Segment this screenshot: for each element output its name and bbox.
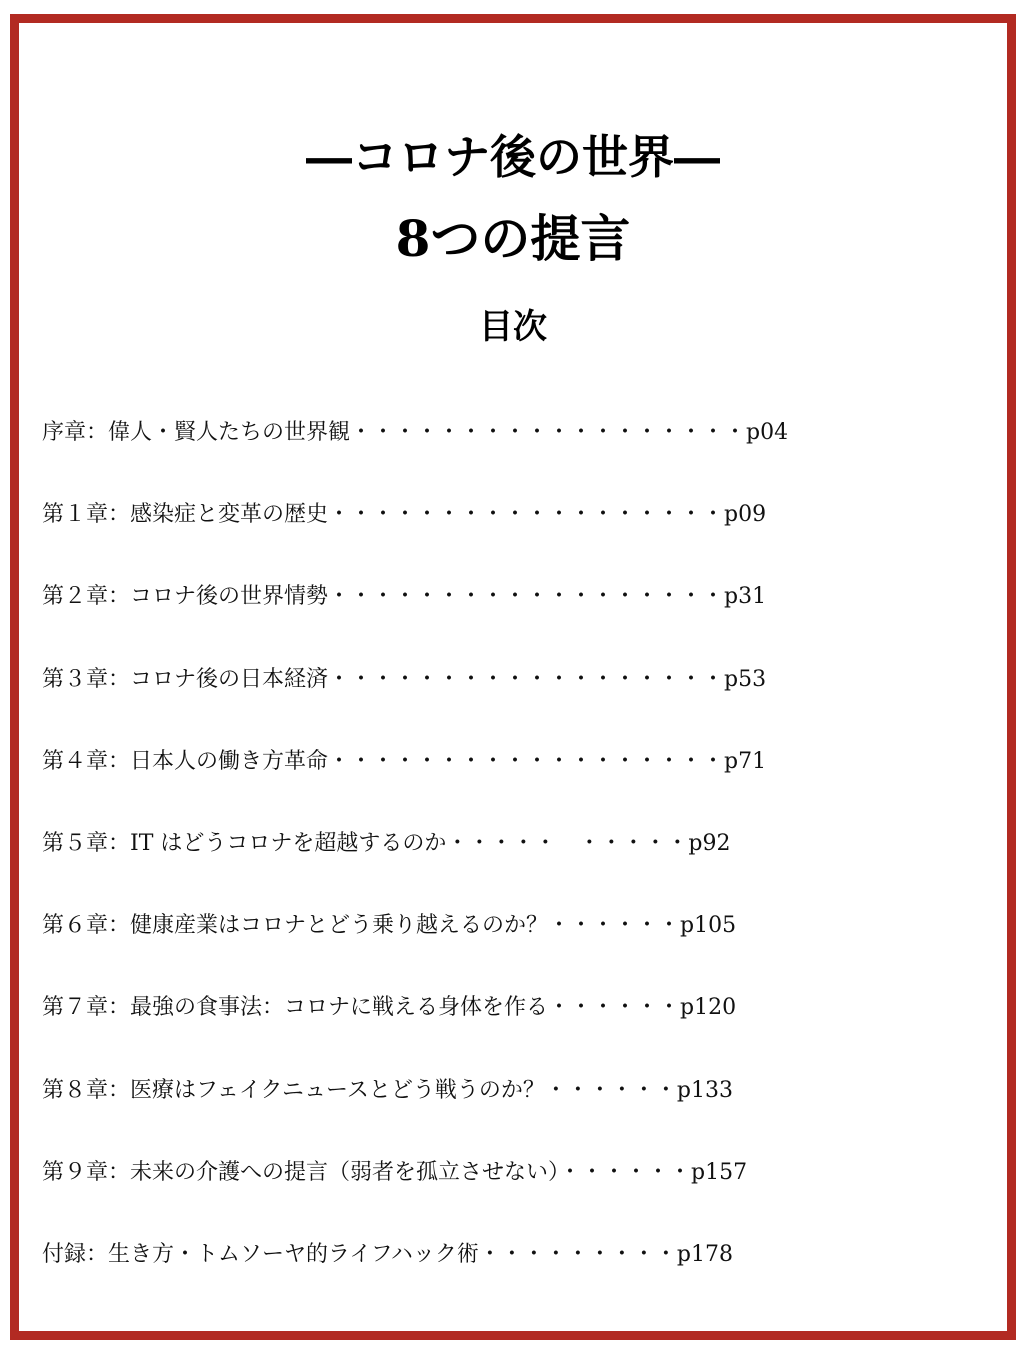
- toc-item-chapter-3[interactable]: 第３章：コロナ後の日本経済・・・・・・・・・・・・・・・・・・p53: [42, 666, 767, 692]
- toc-item-chapter-4[interactable]: 第４章：日本人の働き方革命・・・・・・・・・・・・・・・・・・p71: [42, 748, 767, 774]
- toc-item-chapter-2[interactable]: 第２章：コロナ後の世界情勢・・・・・・・・・・・・・・・・・・p31: [42, 584, 767, 610]
- toc-item-chapter-8[interactable]: 第８章：医療はフェイクニュースとどう戦うのか？・・・・・・p133: [42, 1077, 733, 1103]
- toc-item-chapter-9[interactable]: 第９章：未来の介護への提言（弱者を孤立させない）・・・・・・p157: [42, 1159, 748, 1185]
- toc-heading: 目次: [479, 307, 547, 347]
- toc-item-chapter-6[interactable]: 第６章：健康産業はコロナとどう乗り越えるのか？・・・・・・p105: [42, 913, 737, 939]
- toc-item-appendix[interactable]: 付録：生き方・トムソーヤ的ライフハック術・・・・・・・・・p178: [42, 1241, 733, 1267]
- toc-item-chapter-7[interactable]: 第７章：最強の食事法：コロナに戦える身体を作る・・・・・・p120: [42, 995, 737, 1021]
- page-frame: [10, 14, 1016, 1340]
- toc-item-prologue[interactable]: 序章：偉人・賢人たちの世界観・・・・・・・・・・・・・・・・・・p04: [42, 420, 789, 445]
- table-of-contents: [42, 408, 788, 1312]
- toc-item-chapter-5[interactable]: 第５章：IT はどうコロナを超越するのか・・・・・ ・・・・・p92: [42, 830, 731, 856]
- toc-item-chapter-1[interactable]: 第１章：感染症と変革の歴史・・・・・・・・・・・・・・・・・・p09: [42, 502, 767, 528]
- book-subtitle: 8つの提言: [395, 209, 631, 268]
- book-title: ―コロナ後の世界―: [306, 130, 720, 184]
